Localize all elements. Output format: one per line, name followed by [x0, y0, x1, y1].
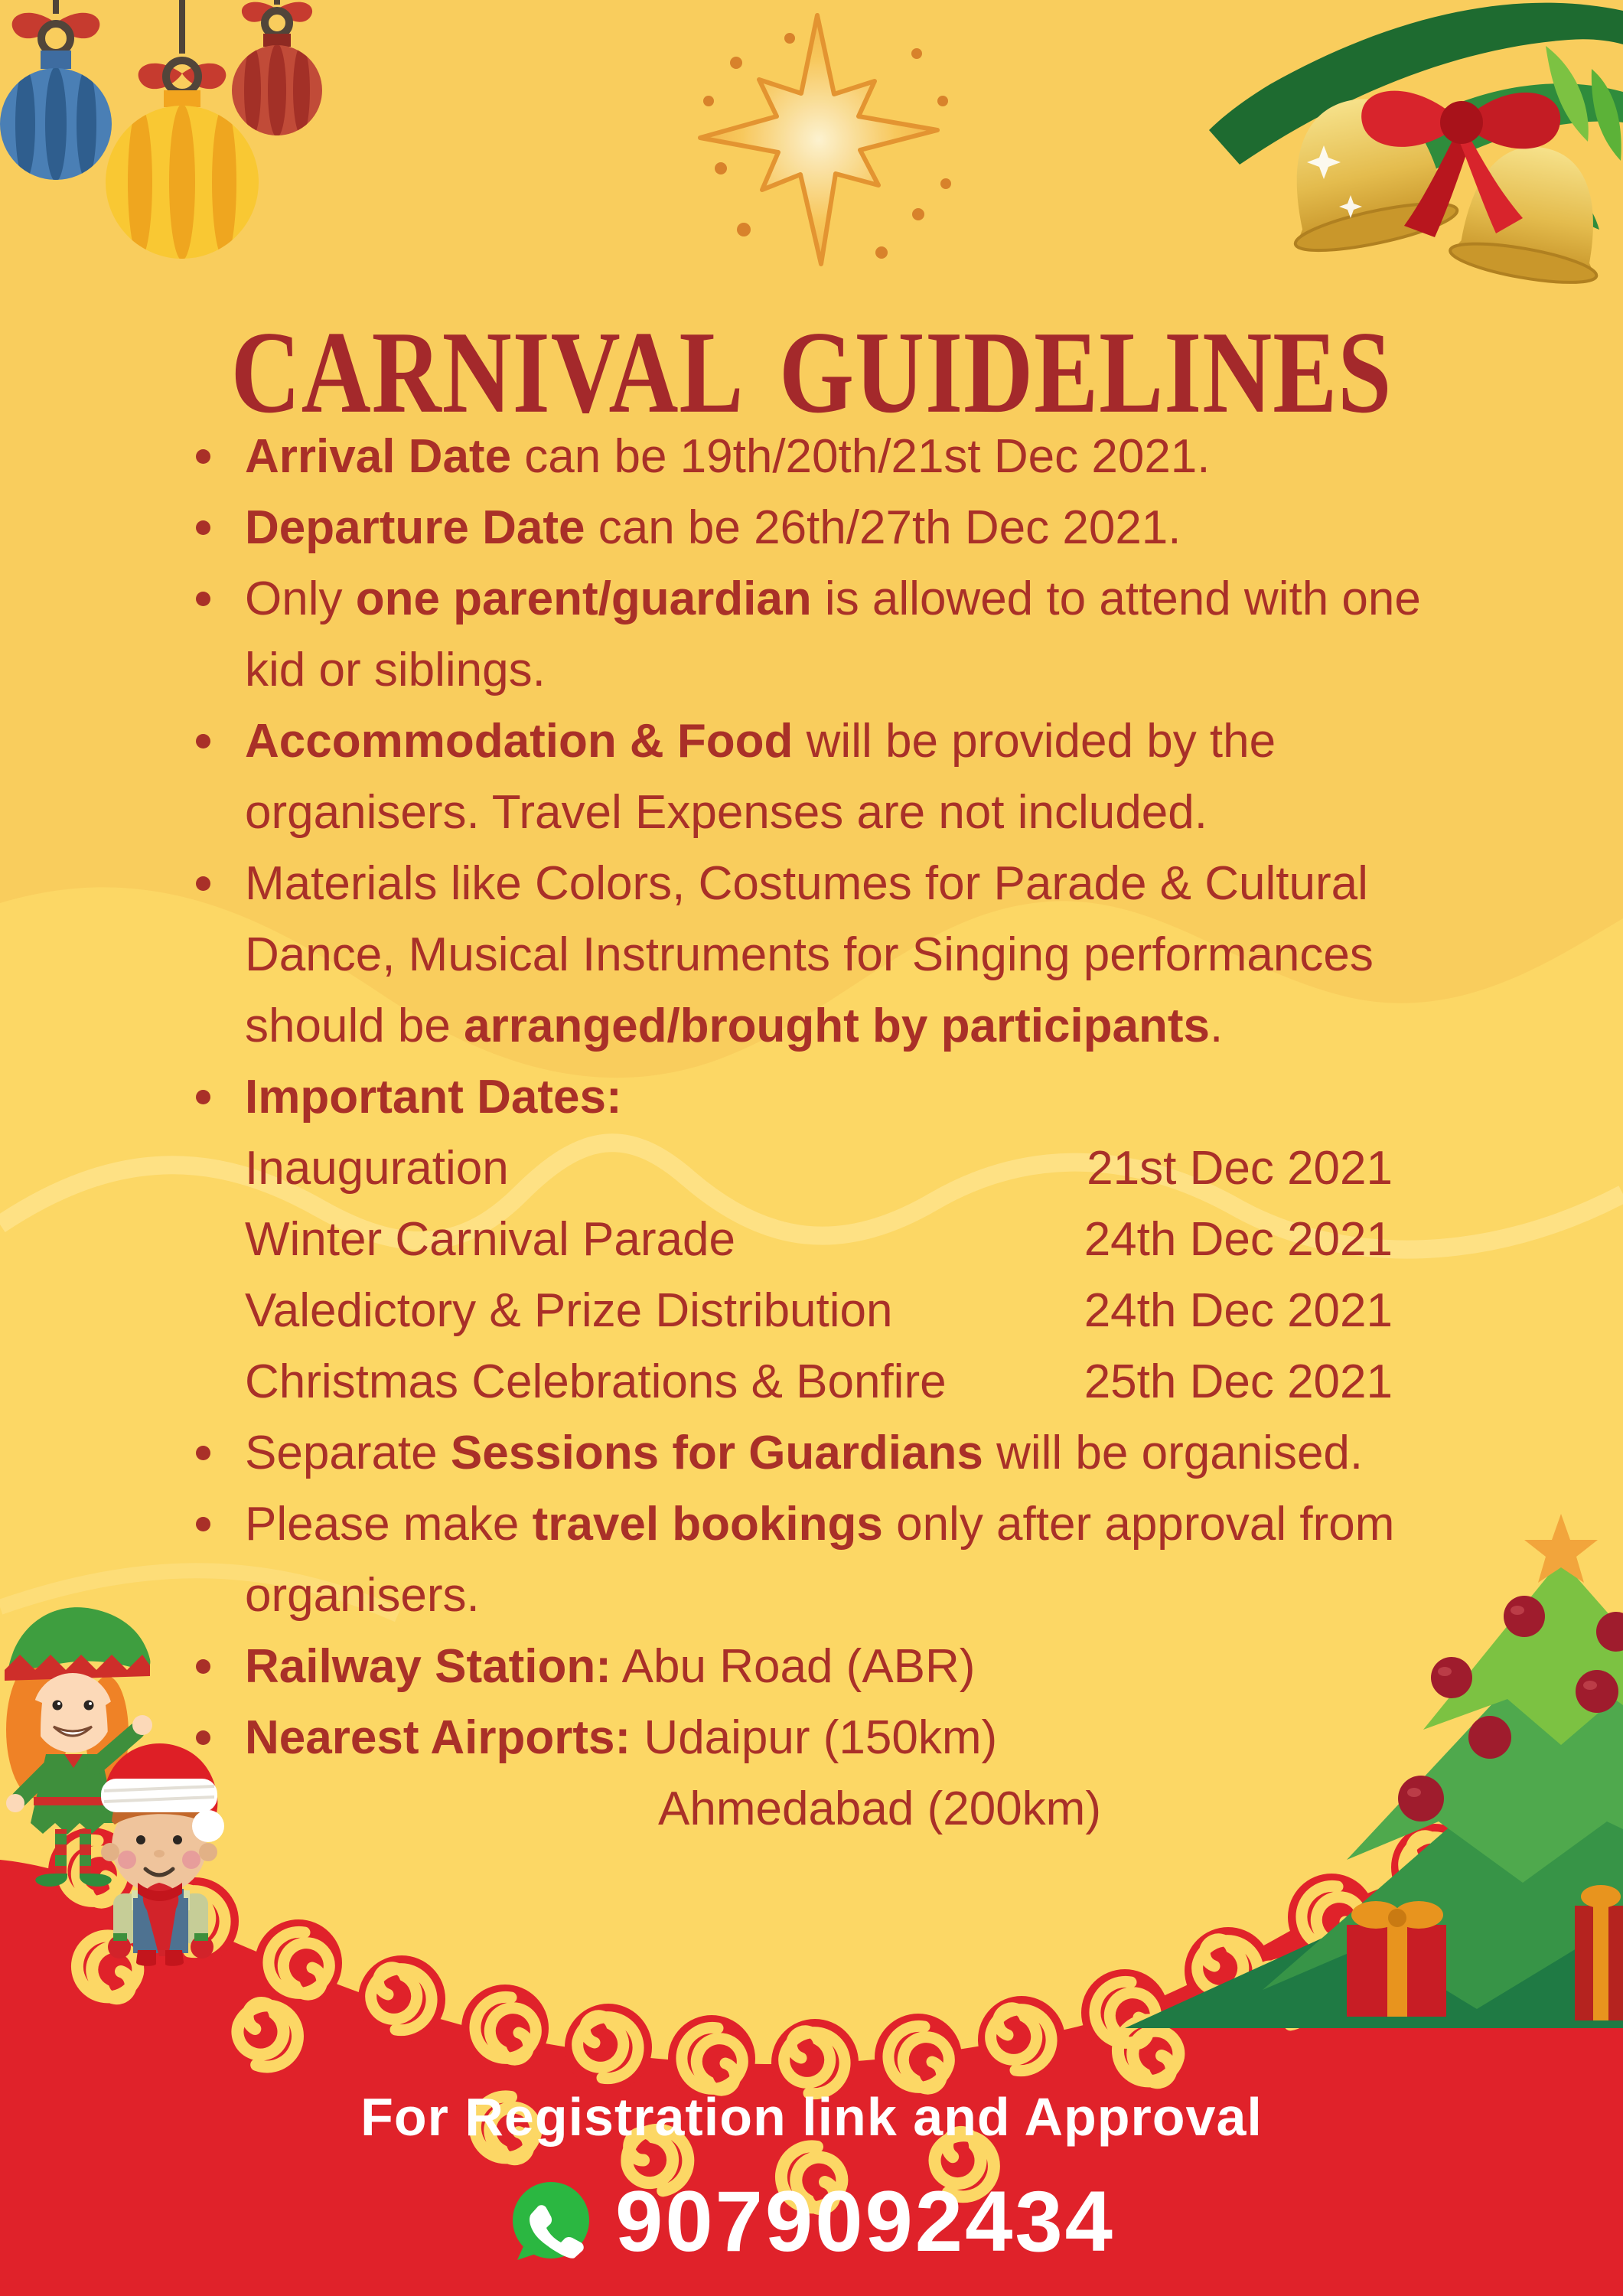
bullet-text: one parent/guardian	[355, 572, 812, 625]
page-title: CARNIVAL GUIDELINES	[230, 308, 1393, 439]
guidelines-list	[191, 421, 1538, 1844]
date-row	[245, 1133, 1393, 1204]
bullet-icon	[196, 449, 210, 464]
event-date: 21st Dec 2021	[1087, 1142, 1393, 1195]
event-date: 24th Dec 2021	[1084, 1213, 1393, 1266]
bullet-text: .	[1210, 1000, 1224, 1052]
whatsapp-icon	[508, 2179, 594, 2265]
bullet-text: Abu Road (ABR)	[611, 1640, 976, 1693]
gift-box	[1347, 1901, 1446, 2017]
bullet-text: Arrival Date	[245, 430, 512, 483]
list-item	[191, 848, 1469, 1062]
event-name: Valedictory & Prize Distribution	[245, 1284, 893, 1337]
important-dates-table	[245, 1133, 1393, 1417]
list-item	[191, 1062, 1469, 1133]
event-date: 24th Dec 2021	[1084, 1284, 1393, 1337]
date-row	[245, 1275, 1393, 1346]
bullet-text: Departure Date	[245, 501, 585, 554]
contact-row	[0, 2172, 1623, 2271]
bullet-text: will be organised.	[983, 1427, 1364, 1479]
bullet-icon	[196, 1730, 210, 1745]
bullet-text: Railway Station:	[245, 1640, 611, 1693]
bullet-text: Please make	[245, 1498, 533, 1551]
bullet-text: can be 19th/20th/21st Dec 2021.	[511, 430, 1211, 483]
airports-second-line	[191, 1773, 1623, 1844]
bullet-icon	[196, 1659, 210, 1674]
bullet-text: is allowed to attend with one kid or siblings.	[245, 572, 1421, 696]
christmas-bells	[1209, 0, 1623, 329]
bullet-text: only after approval from organisers.	[245, 1498, 1395, 1622]
list-item	[191, 563, 1469, 706]
list-item	[191, 1417, 1469, 1489]
bullet-icon	[196, 520, 210, 535]
phone-number: 9079092434	[615, 2174, 1115, 2269]
bullet-text: travel bookings	[532, 1498, 883, 1551]
list-item	[191, 706, 1469, 848]
footer-text: For Registration link and Approval	[360, 2087, 1263, 2147]
bullet-text: arranged/brought by participants	[464, 1000, 1211, 1052]
bullet-text: can be 26th/27th Dec 2021.	[585, 501, 1181, 554]
date-row	[245, 1204, 1393, 1275]
list-item	[191, 1489, 1469, 1631]
list-item	[191, 1702, 1469, 1773]
list-item	[191, 1631, 1469, 1702]
bullet-icon	[196, 734, 210, 748]
bullet-text: Ahmedabad (200km)	[658, 1782, 1101, 1835]
watercolor-star	[689, 8, 953, 272]
bullet-text: Important Dates:	[245, 1071, 622, 1124]
bullet-text: Sessions for Guardians	[450, 1427, 983, 1479]
event-name: Winter Carnival Parade	[245, 1213, 735, 1266]
hanging-ornaments	[0, 0, 360, 276]
bullet-text: Separate	[245, 1427, 451, 1479]
bullet-icon	[196, 876, 210, 891]
bullet-text: Udaipur (150km)	[631, 1711, 998, 1764]
bullet-icon	[196, 1090, 210, 1104]
date-row	[245, 1346, 1393, 1417]
bullet-text: Only	[245, 572, 356, 625]
bullet-text: Nearest Airports:	[245, 1711, 631, 1764]
bullet-icon	[196, 592, 210, 606]
elf-hand	[132, 1715, 152, 1735]
bullet-text: Materials like Colors, Costumes for Parade & Cultural Dance, Musical Instruments for Singing performances should be	[245, 857, 1374, 1052]
bullet-icon	[196, 1517, 210, 1531]
bullet-text: Accommodation & Food	[245, 715, 794, 768]
event-name: Inauguration	[245, 1142, 509, 1195]
event-name: Christmas Celebrations & Bonfire	[245, 1355, 947, 1408]
bullet-icon	[196, 1446, 210, 1460]
list-item	[191, 492, 1469, 563]
event-date: 25th Dec 2021	[1084, 1355, 1393, 1408]
list-item	[191, 421, 1469, 492]
bullet-text: will be provided by the organisers. Travel Expenses are not included.	[245, 715, 1276, 839]
